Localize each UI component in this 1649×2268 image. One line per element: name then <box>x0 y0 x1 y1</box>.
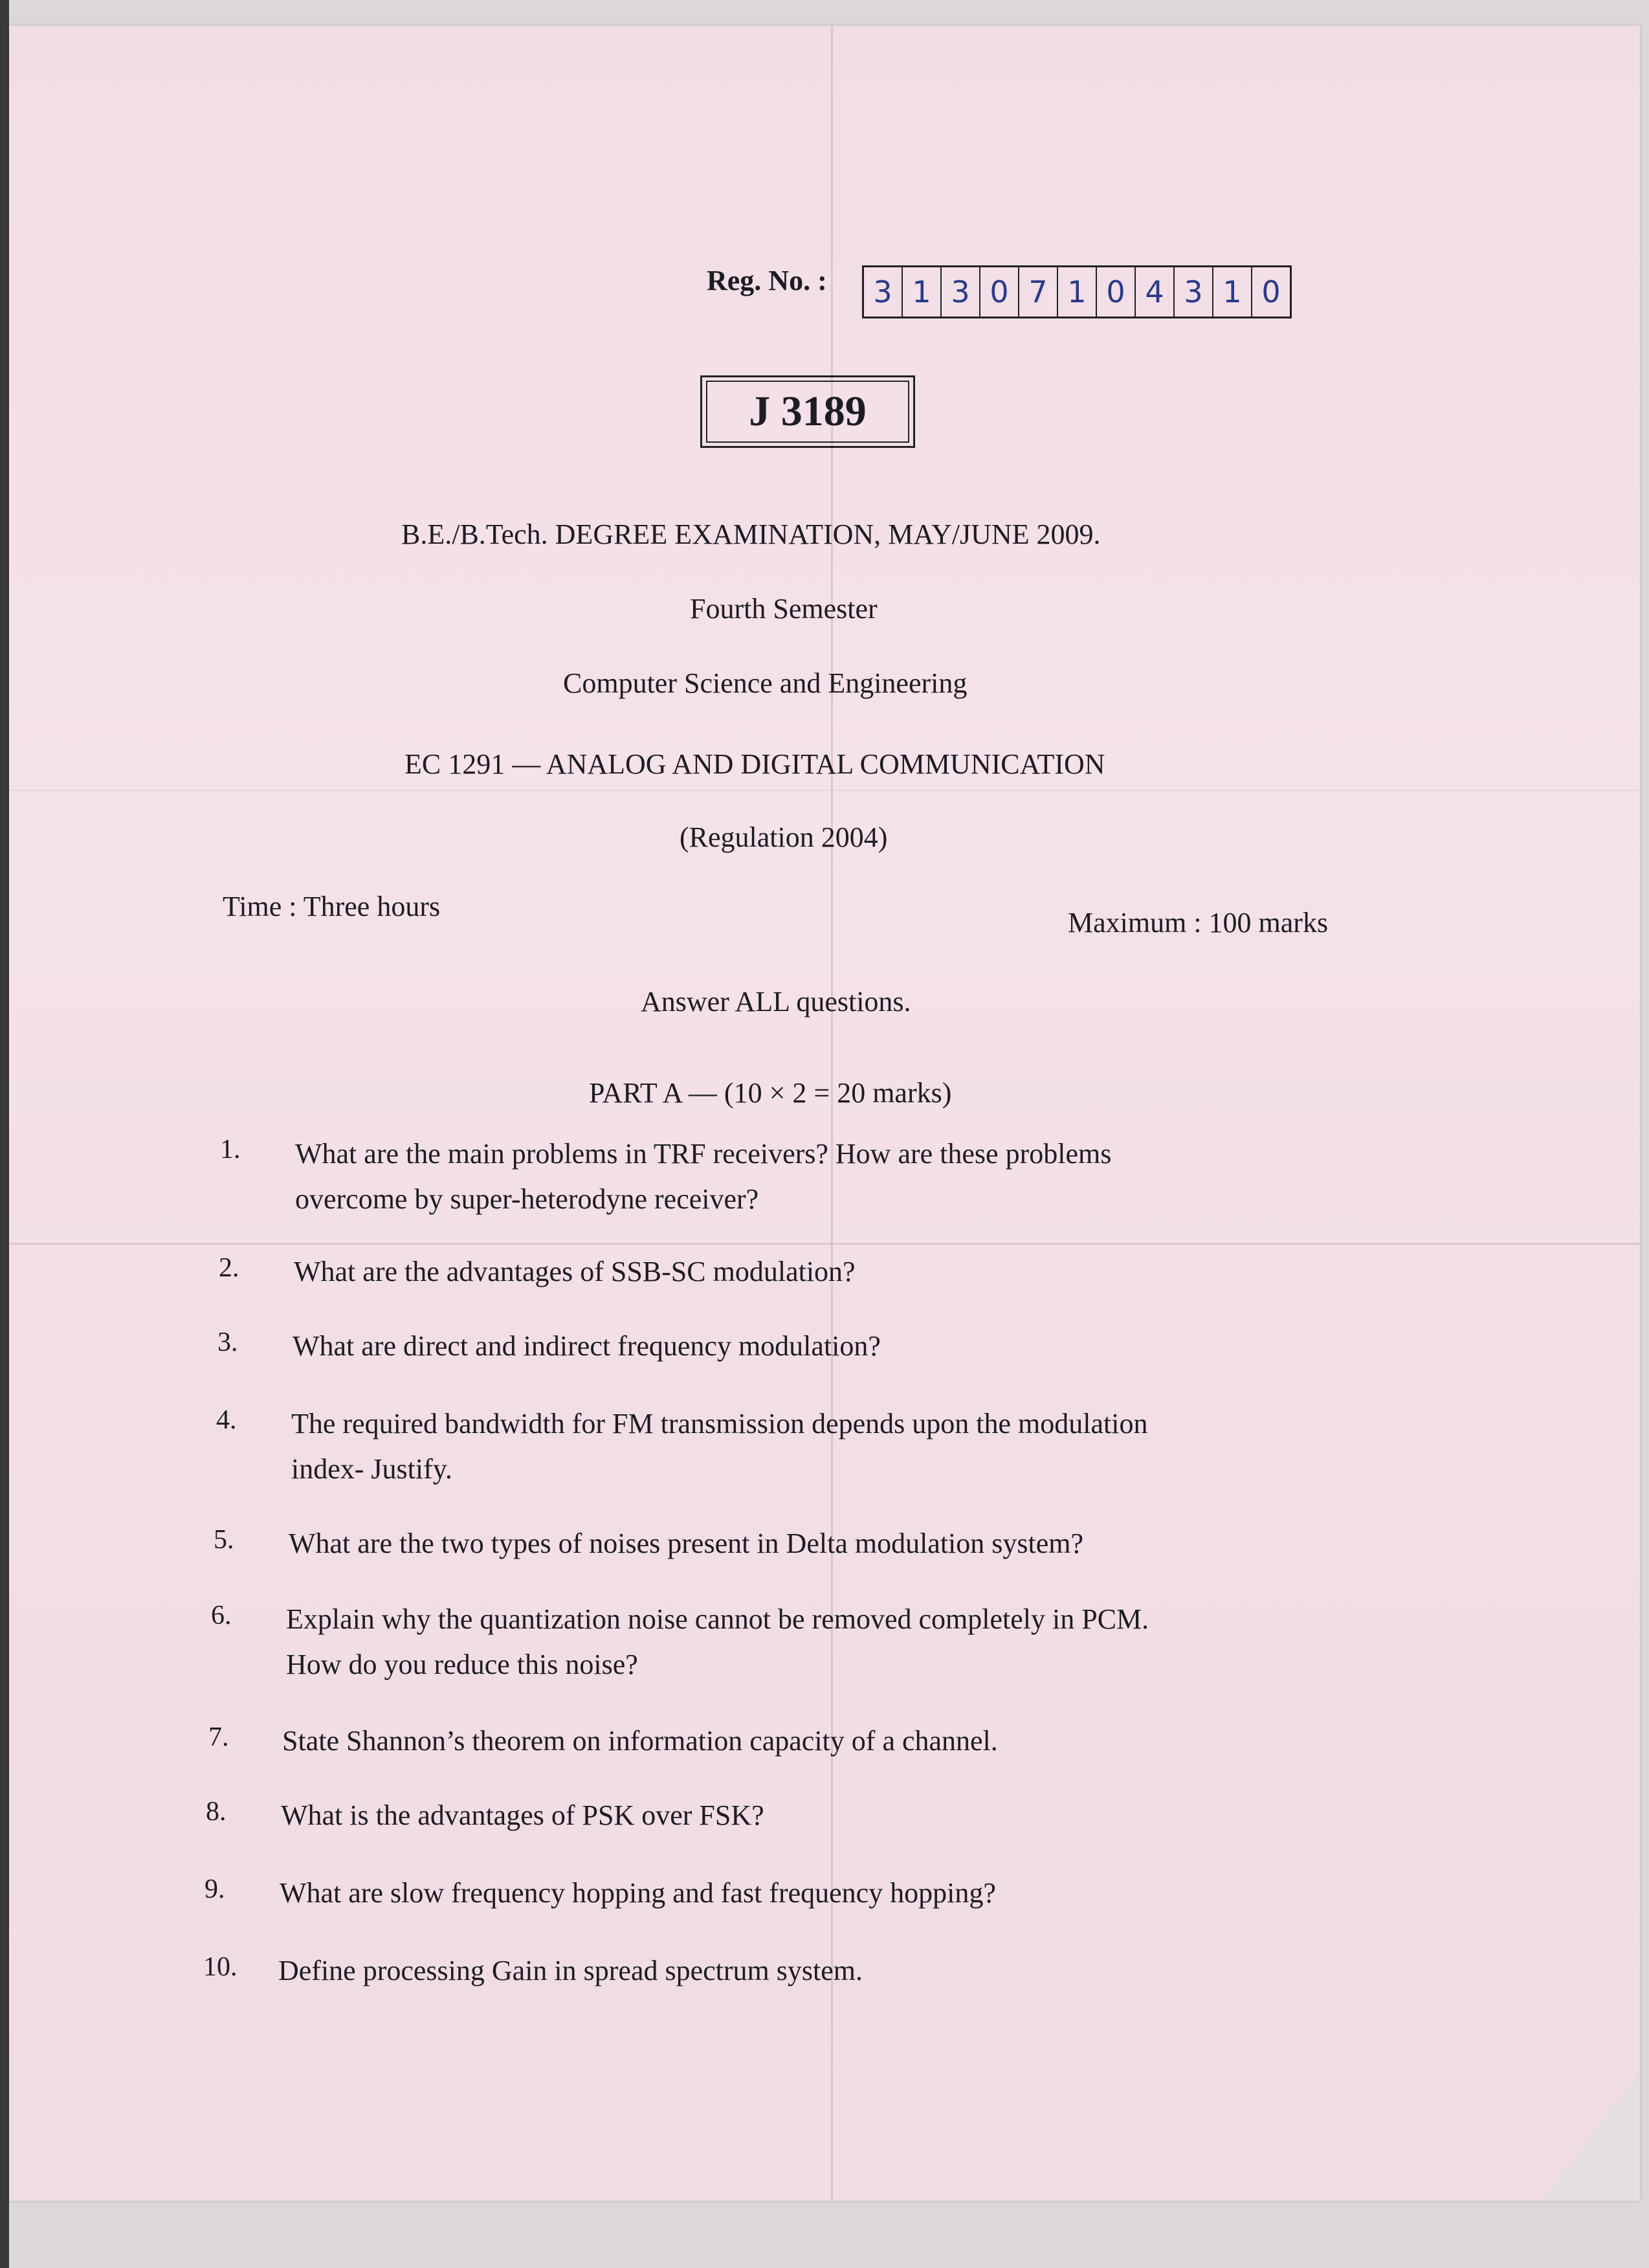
scanner-edge <box>0 0 9 2268</box>
paper-code: J 3189 <box>706 381 909 443</box>
reg-digit: 0 <box>1261 274 1281 309</box>
question-line: State Shannon’s theorem on information capacity of a channel. <box>282 1725 998 1757</box>
question-text <box>280 1871 996 1916</box>
question-line: What are the main problems in TRF receivers? How are these problems <box>295 1138 1112 1170</box>
question-number: 6. <box>211 1601 232 1630</box>
reg-no-label: Reg. No. : <box>707 265 827 296</box>
question-number: 3. <box>217 1328 238 1357</box>
question-line: What are direct and indirect frequency modulation? <box>293 1330 881 1362</box>
question-number: 2. <box>219 1253 239 1283</box>
question-text <box>278 1948 863 1994</box>
reg-digit: 1 <box>1058 267 1097 317</box>
folded-corner <box>1543 2071 1640 2201</box>
question-line: What is the advantages of PSK over FSK? <box>281 1799 764 1831</box>
branch: Computer Science and Engineering <box>563 667 968 699</box>
question-text <box>293 1324 881 1369</box>
instruction: Answer ALL questions. <box>641 986 911 1017</box>
reg-digit: 4 <box>1136 267 1175 317</box>
question-text <box>282 1718 998 1764</box>
question-line: What are the two types of noises present in Delta modulation system? <box>289 1528 1084 1559</box>
question-number: 8. <box>206 1797 227 1827</box>
question-text <box>289 1521 1083 1566</box>
question-line: index- Justify. <box>291 1453 452 1485</box>
question-line: Explain why the quantization noise cannot be removed completely in PCM. <box>286 1603 1149 1635</box>
exam-title: B.E./B.Tech. DEGREE EXAMINATION, MAY/JUNE 2009. <box>401 518 1101 550</box>
maximum-marks: Maximum : 100 marks <box>1068 907 1329 939</box>
question-text <box>291 1401 1147 1492</box>
reg-digit: 3 <box>942 267 980 317</box>
question-number: 5. <box>214 1525 234 1555</box>
reg-digit: 1 <box>1213 267 1252 317</box>
subject: EC 1291 — ANALOG AND DIGITAL COMMUNICATION <box>404 748 1105 780</box>
reg-digit: 7 <box>1019 267 1058 317</box>
question-line: What are the advantages of SSB-SC modulation? <box>294 1256 856 1287</box>
question-text <box>294 1249 856 1295</box>
paper-code-box <box>700 375 915 448</box>
time-allowed: Time : Three hours <box>223 891 441 922</box>
question-line: How do you reduce this noise? <box>286 1649 638 1680</box>
semester: Fourth Semester <box>690 593 878 625</box>
question-number: 9. <box>205 1874 225 1904</box>
reg-digit: 0 <box>1097 267 1136 317</box>
question-line: Define processing Gain in spread spectrum system. <box>278 1955 863 1986</box>
question-line: The required bandwidth for FM transmission depends upon the modulation <box>291 1408 1148 1440</box>
reg-digit: 1 <box>903 267 942 317</box>
question-number: 4. <box>216 1405 237 1435</box>
part-heading: PART A — (10 × 2 = 20 marks) <box>589 1077 952 1109</box>
reg-no-boxes <box>862 265 1292 318</box>
fold-line-horizontal-faint <box>9 790 1640 791</box>
question-number: 7. <box>208 1722 229 1752</box>
reg-digit: 3 <box>1175 267 1213 317</box>
question-text <box>281 1793 764 1838</box>
question-text <box>295 1131 1111 1222</box>
fold-line-horizontal <box>9 1243 1640 1245</box>
reg-digit: 0 <box>980 267 1019 317</box>
reg-digit: 3 <box>864 267 903 317</box>
question-line: What are slow frequency hopping and fast frequency hopping? <box>280 1877 996 1909</box>
regulation: (Regulation 2004) <box>680 821 888 853</box>
question-line: overcome by super-heterodyne receiver? <box>295 1183 759 1215</box>
question-number: 1. <box>220 1135 241 1164</box>
question-number: 10. <box>203 1952 238 1982</box>
question-text <box>286 1597 1149 1687</box>
